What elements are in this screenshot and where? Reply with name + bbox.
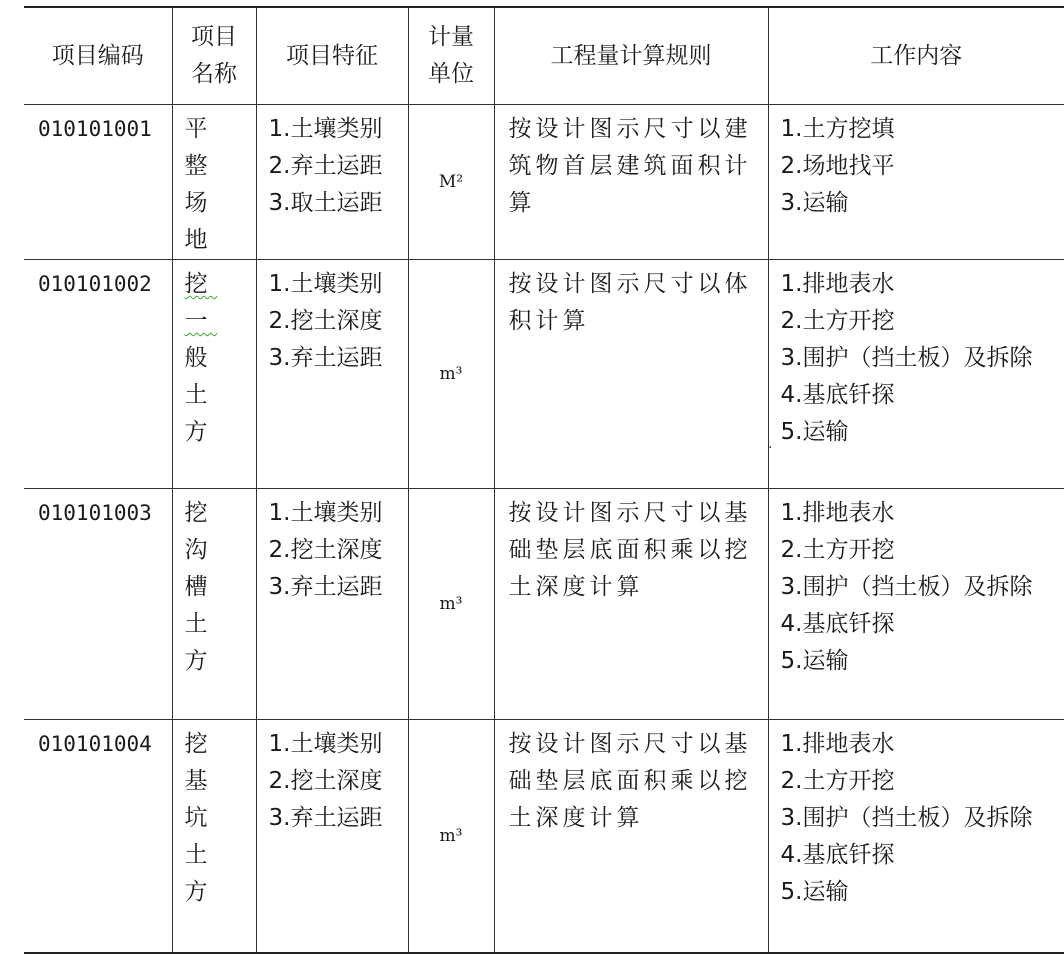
cell-code: 010101004 xyxy=(24,720,172,954)
table-row xyxy=(24,489,1064,720)
cell-code: 010101001 xyxy=(24,105,172,260)
header-rule: 工程量计算规则 xyxy=(494,7,768,105)
cell-work: 1.排地表水 2.土方开挖 3.围护（挡土板）及拆除 4.基底钎探 5.运输 xyxy=(768,720,1064,954)
cell-rule: 按设计图示尺寸以基础垫层底面积乘以挖土深度计算 xyxy=(494,489,768,720)
cell-features: 1.土壤类别 2.挖土深度 3.弃土运距 xyxy=(256,260,408,489)
cell-features: 1.土壤类别 2.挖土深度 3.弃土运距 xyxy=(256,720,408,954)
cell-unit: m³ xyxy=(408,489,494,720)
stray-mark: . xyxy=(768,436,773,452)
header-code: 项目编码 xyxy=(24,7,172,105)
cell-name: 平整场地 xyxy=(172,105,256,260)
cell-rule: 按设计图示尺寸以基础垫层底面积乘以挖土深度计算 xyxy=(494,720,768,954)
cell-features: 1.土壤类别 2.弃土运距 3.取土运距 xyxy=(256,105,408,260)
cell-features: 1.土壤类别 2.挖土深度 3.弃土运距 xyxy=(256,489,408,720)
cell-name: 挖基坑土方 xyxy=(172,720,256,954)
cell-unit: M² xyxy=(408,105,494,260)
cell-rule: 按设计图示尺寸以体积计算 xyxy=(494,260,768,489)
cell-code: 010101002 xyxy=(24,260,172,489)
cell-unit: m³ xyxy=(408,720,494,954)
header-features: 项目特征 xyxy=(256,7,408,105)
quantity-table-sheet xyxy=(24,6,1064,904)
table-row xyxy=(24,720,1064,954)
cell-name xyxy=(172,260,256,489)
cell-work: 1.排地表水 2.土方开挖 3.围护（挡土板）及拆除 4.基底钎探 5.运输 xyxy=(768,489,1064,720)
table-row xyxy=(24,105,1064,260)
header-name: 项目 名称 xyxy=(172,7,256,105)
name-rest-part: 般土方 xyxy=(184,345,218,445)
cell-rule: 按设计图示尺寸以建筑物首层建筑面积计算 xyxy=(494,105,768,260)
cell-unit: m³ xyxy=(408,260,494,489)
cell-code: 010101003 xyxy=(24,489,172,720)
cell-work: 1.土方挖填 2.场地找平 3.运输 xyxy=(768,105,1064,260)
cell-work: 1.排地表水 2.土方开挖 3.围护（挡土板）及拆除 4.基底钎探 5.运输 xyxy=(768,260,1064,489)
header-unit: 计量 单位 xyxy=(408,7,494,105)
quantity-table xyxy=(24,6,1064,954)
name-underlined-part: 挖一 xyxy=(184,271,218,334)
table-row xyxy=(24,260,1064,489)
header-work: 工作内容 xyxy=(768,7,1064,105)
header-row xyxy=(24,7,1064,105)
cell-name: 挖沟槽土方 xyxy=(172,489,256,720)
